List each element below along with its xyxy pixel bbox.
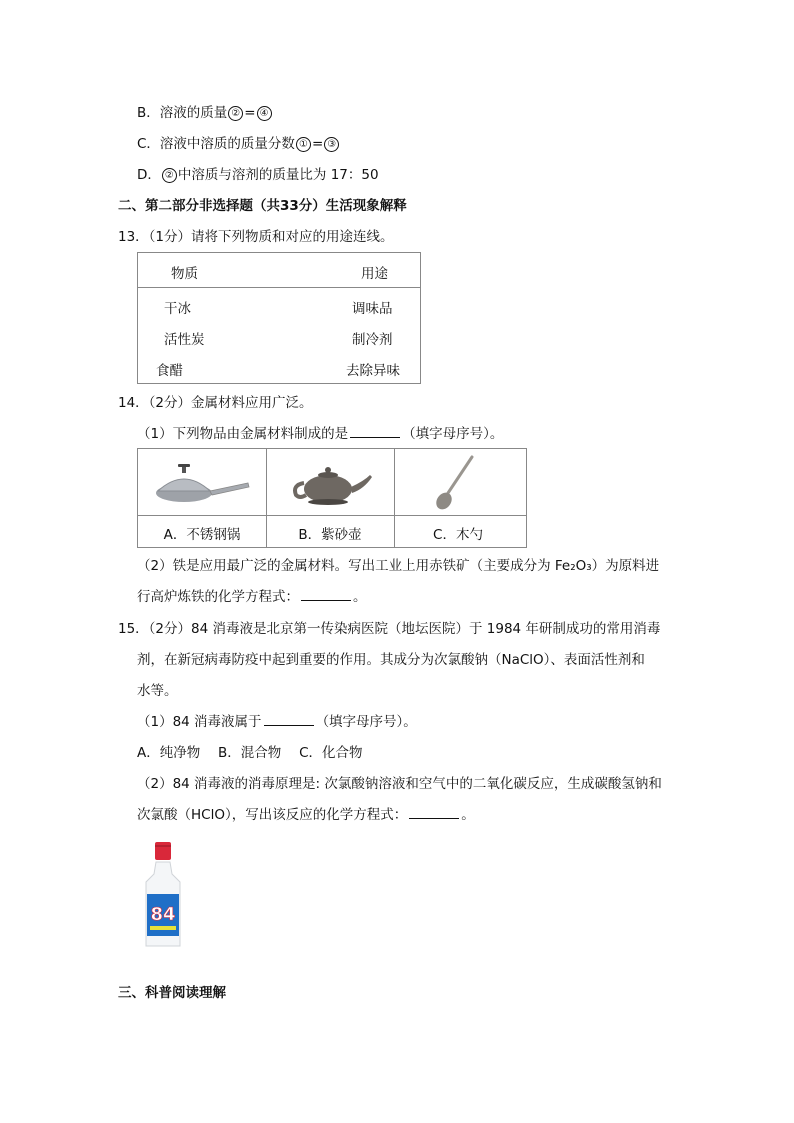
answer-blank[interactable] [409,806,459,819]
question-15-part-1 [137,713,417,731]
option-d [137,166,379,184]
question-14-part-2-line-2 [137,588,367,606]
circled-number: ③ [324,137,339,152]
use-item: 制冷剂 [352,332,393,348]
part-2-text: 行高炉炼铁的化学方程式： [137,589,299,605]
part-1-text: （1）84 消毒液属于 [137,714,262,730]
equals-sign: = [311,136,324,152]
answer-blank[interactable] [301,588,351,601]
answer-blank[interactable] [350,425,400,438]
circled-number: ④ [257,106,272,121]
items-table [137,448,527,548]
item-caption-a: A．不锈钢锅 [163,527,241,543]
item-caption-c: C．木勺 [433,527,483,543]
option-b [137,104,273,122]
option-b-text: B．溶液的质量 [137,105,228,121]
equals-sign: = [244,105,256,121]
question-15-line-3: 水等。 [137,683,178,699]
section-heading-2: 二、第二部分非选择题（共33分）生活现象解释 [118,198,407,214]
part-1-hint: （填字母序号）。 [402,426,504,442]
question-14-stem: 14．（2分）金属材料应用广泛。 [118,395,313,411]
question-15-part-2-line-1: （2）84 消毒液的消毒原理是: 次氯酸钠溶液和空气中的二氧化碳反应，生成碳酸氢钠和 [137,776,662,792]
option-d-letter: D． [137,167,161,183]
wooden-spoon-icon [428,453,488,513]
period: 。 [461,807,475,823]
question-14-part-2-line-1: （2）铁是应用最广泛的金属材料。写出工业上用赤铁矿（主要成分为 Fe₂O₃）为原料进 [137,558,660,574]
answer-blank[interactable] [264,713,314,726]
column-header-substance: 物质 [171,266,198,282]
part-1-hint: （填字母序号）。 [315,714,417,730]
bottle-label-text: 84 [150,904,176,925]
clay-teapot-icon [286,459,376,509]
use-item: 去除异味 [346,363,400,379]
substance-item: 活性炭 [164,332,205,348]
question-15-line-2: 剂，在新冠病毒防疫中起到重要的作用。其成分为次氯酸钠（NaClO）、表面活性剂和 [137,652,645,668]
question-15-line-1: 15．（2分）84 消毒液是北京第一传染病医院（地坛医院）于 1984 年研制成功的常用消毒 [118,621,661,637]
question-13-stem: 13．（1分）请将下列物质和对应的用途连线。 [118,229,394,245]
stainless-pan-icon [152,457,252,509]
circled-number: ② [162,168,177,183]
column-header-use: 用途 [361,266,388,282]
question-14-part-1 [137,425,503,443]
option-c-text: C．溶液中溶质的质量分数 [137,136,295,152]
part-2-text: 次氯酸（HClO），写出该反应的化学方程式： [137,807,408,823]
option-c [137,135,340,153]
substance-item: 干冰 [164,301,191,317]
circled-number: ② [228,106,243,121]
section-heading-3: 三、科普阅读理解 [118,985,226,1001]
question-15-options: A．纯净物 B．混合物 C．化合物 [137,745,363,761]
substance-item: 食醋 [156,363,183,379]
question-15-part-2-line-2 [137,806,475,824]
period: 。 [353,589,367,605]
item-caption-b: B．紫砂壶 [298,527,362,543]
matching-table [137,252,421,384]
disinfectant-bottle-icon [140,842,190,950]
option-d-text: 中溶质与溶剂的质量比为 17：50 [177,167,379,183]
circled-number: ① [296,137,311,152]
use-item: 调味品 [352,301,393,317]
part-1-text: （1）下列物品由金属材料制成的是 [137,426,349,442]
